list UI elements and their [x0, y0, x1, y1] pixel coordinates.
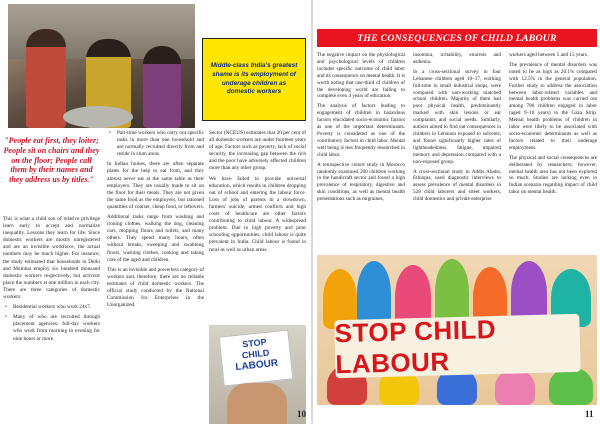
paragraph: workers aged between 5 and 15 years.	[509, 52, 589, 58]
page-title: THE CONSEQUENCES OF CHILD LABOUR	[357, 32, 557, 44]
paragraph: In Indian homes, there are often separate plates for the help to eat from, and they almost never eat at the same table as their employers. They are usually made to sit on the floor for their meals. They are not given the same food as the employers, but rationed quantities of coarser, cheap food, or leftovers.	[107, 161, 205, 210]
page-number: 11	[585, 409, 594, 419]
right-column-3	[509, 52, 597, 199]
banner	[334, 314, 580, 378]
bullet-item: • Residential workers who work 24x7.	[3, 304, 100, 311]
paragraph: Sector (NCEUS) estimates that 20 per cent of all domestic workers are under fourteen years of age. Factors such as poverty, lack of social security, the increasing gap between the rich and the poor have adversely affected children more than any other group.	[209, 130, 306, 172]
photo-child	[357, 261, 391, 325]
right-column-1	[317, 52, 405, 206]
left-column-1	[3, 216, 100, 346]
right-page	[313, 0, 600, 424]
paragraph: The physical and social consequences are deliberated by researchers; however, mental health area has not been explored so much. Studies are lacking even in Indian scenario regarding impact of child labor on mental health.	[509, 154, 597, 196]
right-column-2	[413, 52, 501, 206]
photo-hand	[227, 383, 287, 424]
left-column-3	[209, 130, 306, 257]
paragraph: The negative impact on the physiological and psychological levels of children includes specific outcome of child labor and its consequence on mental health. It is worth noting that one-third of children of the developing world are failing to complete even 4 years of education.	[317, 52, 405, 100]
bullet-list	[107, 130, 204, 158]
bullet-item: • Many of who are recruited through placement agencies; full-day workers who work from morning to evening for nine hours or more.	[3, 314, 100, 342]
paragraph: This is an invisible and powerless category of workers and, therefore, there are no reliable estimates of child domestic workers. The official study conducted by the National Commission for Enterprises in the Unorganized	[107, 266, 204, 309]
sign-card	[219, 329, 294, 386]
bullet-list	[3, 304, 100, 342]
callout-text: Middle-class India's greatest shame is its employment of underage children as domestic workers	[210, 62, 298, 96]
pull-quote: "People eat first, they loiter; People sit on chairs and they on the floor; People call them by their names and they address us by titles."	[3, 136, 100, 185]
banner-text: STOP CHILD LABOUR	[334, 313, 497, 380]
paragraph: The prevalence of mental disorders was noted to be as high as 20.1% compared with 12.5% in the general population. Further study to address the association between labor-related variables and mental health problems was carried out among 780 children engaged in labor (aged 9–16 years) in the Gaza Strip. Mental health problems of children in labor were likely to be associated with socio-economic determinants as well as factors related to their underage employment.	[509, 61, 597, 151]
photo-figure	[26, 29, 66, 128]
page-number: 10	[297, 409, 306, 419]
sign-text-labour: LABOUR	[234, 357, 279, 374]
photo-figure	[143, 46, 181, 128]
paragraph: insomnia, irritability, enuresis and asthenia.	[413, 52, 501, 65]
sign-text-child: CHILD	[241, 347, 270, 361]
paragraph: The analysis of factors leading to engagement of children in hazardous factors elucidated socio-economic factors as one of the important determinants. Poverty is considered as one of the contributory factors in child labor. Mental well being is less frequently researched in child labor.	[317, 103, 405, 158]
paragraph: We have failed to provide universal education, which results in children dropping out of school and entering the labour force. Loss of jobs of parents in a slowdown, farmers' suicide, armed conflicts and high costs of healthcare are other factors contributing to child labour. A widespread problem. Due to high poverty and poor schooling opportunities, child labour is quite prevalent in India. Child labour is found in rural as well as urban areas.	[209, 175, 306, 253]
photo-children-banner	[317, 255, 597, 405]
sign-text-stop: STOP	[241, 336, 268, 350]
paragraph: In a cross-sectional survey in four Lebanese children aged 10–17, working full-time in small industrial shops, were compared with non-working matched school children. Majority of them had poor physical health, predominantly marked with skin lesions or ear complaints and social needs. Similarly, authors aimed to find out consequences in children in Lebanon exposed to solvents, and found significantly higher rates of lightheadedness, fatigue, impaired memory and depression compared with a non-exposed group.	[413, 68, 501, 165]
bullet-item: • Part-time workers who carry out specific tasks in more than one household and are normally recruited directly from and reside in slum areas.	[107, 130, 204, 158]
paragraph: A retrospective cohort study in Morocco randomly examined 200 children working in the handicraft sector and found a high prevalence of respiratory, digestive and skin conditions, as well as mental health presentations such as migraines,	[317, 161, 405, 203]
callout-box	[202, 38, 306, 121]
photo-basin	[63, 106, 133, 128]
left-column-2	[107, 130, 204, 312]
paragraph: Additional tasks range from washing and ironing clothes, walking the dog, cleaning cars, mopping floors and toilets, and many others. They spend many hours, often without breaks, sweeping and swabbing floors, washing clothes, cooking and taking care of the aged and children.	[107, 214, 204, 263]
photo-stop-child-labour-sign	[209, 325, 306, 424]
paragraph: A cross-sectional study in Addis Ababa, Ethiopia, used diagnostic interviews to assess prevalence of mental disorders in 528 child laborers and street workers, child domestics and private enterprise	[413, 168, 501, 203]
title-bar	[317, 29, 597, 47]
paragraph: This is what a child son of relative privilege learn early to accept and normalize inequality. Lessons they learn for life. Since domestic workers are mostly unregistered and are an invisible workforce, the actual numbers may be much higher. For instance, the study estimated that households in Delhi and Mumbai employ six hundred thousand domestic workers respectively, but activists place the numbers at one million in each city. There are three categories of domestic workers:	[3, 216, 100, 301]
photo-women-washing	[8, 4, 195, 128]
